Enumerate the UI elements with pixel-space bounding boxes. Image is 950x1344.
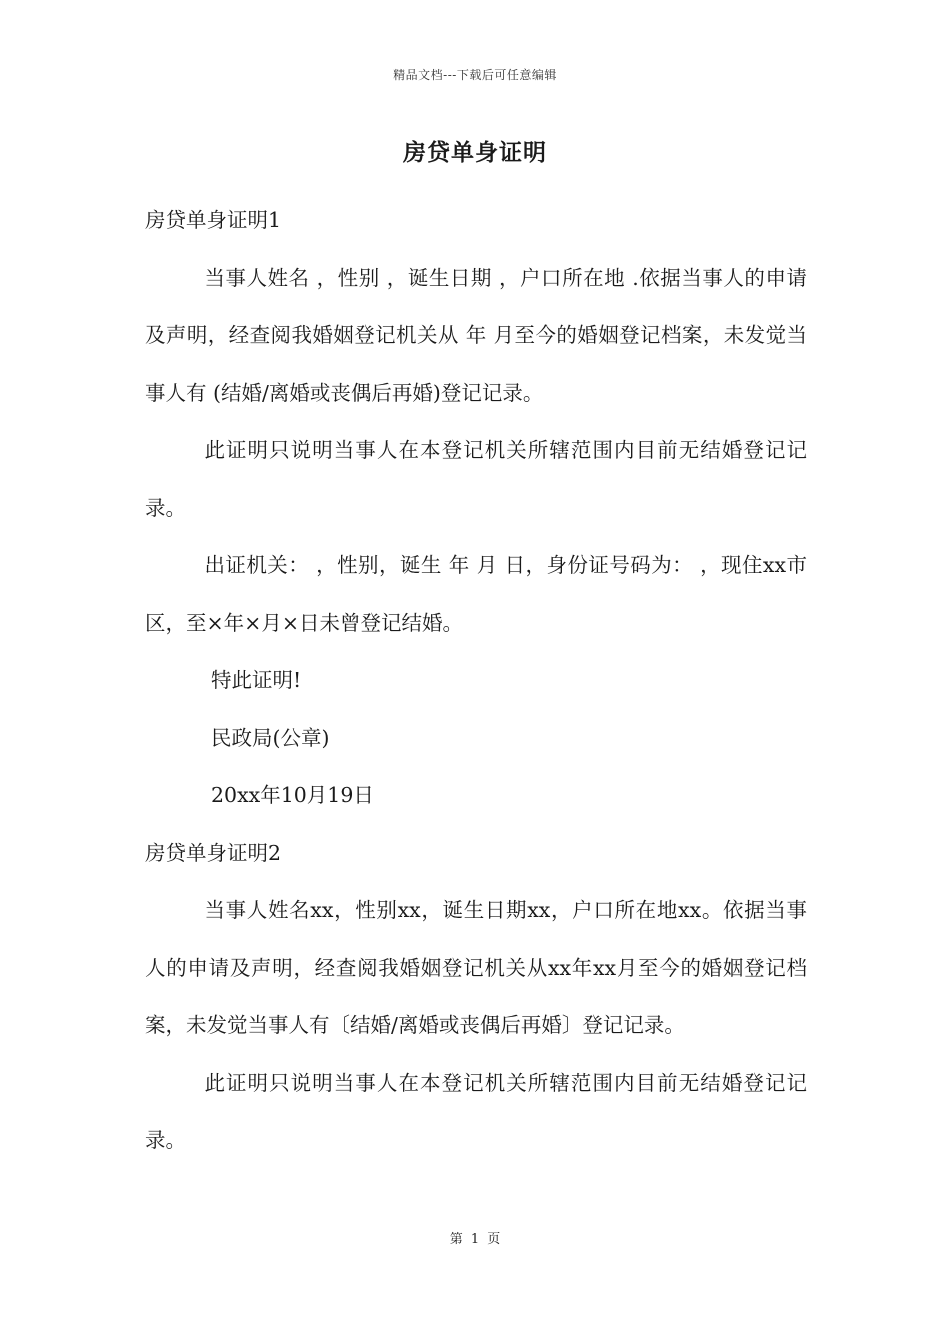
section-2-heading: 房贷单身证明2 xyxy=(145,840,282,865)
section-1-paragraph-3: 出证机关： ，性别，诞生 年 月 日，身份证号码为： ，现住xx市区，至×年×月×日未曾登记结婚。 xyxy=(145,553,807,635)
section-2-paragraph-2: 此证明只说明当事人在本登记机关所辖范围内目前无结婚登记记录。 xyxy=(145,1070,807,1152)
section-2-paragraph-1: 当事人姓名xx，性别xx，诞生日期xx，户口所在地xx。依据当事人的申请及声明，经查阅我婚姻登记机关从xx年xx月至今的婚姻登记档案，未发觉当事人有〔结婚/离婚或丧偶后再婚〕登记记录。 xyxy=(145,898,807,1037)
section-1-closing: 特此证明! xyxy=(211,668,302,692)
section-1-paragraph-2: 此证明只说明当事人在本登记机关所辖范围内目前无结婚登记记录。 xyxy=(145,438,807,520)
header-note: 精品文档---下载后可任意编辑 xyxy=(393,68,557,82)
page-number: 第 1 页 xyxy=(449,1232,501,1247)
section-1-issuer: 民政局(公章) xyxy=(211,725,330,750)
document-title: 房贷单身证明 xyxy=(403,139,547,166)
section-1-heading: 房贷单身证明1 xyxy=(145,208,282,232)
section-1-date: 20xx年10月19日 xyxy=(211,783,374,807)
section-1-paragraph-1: 当事人姓名 ，性别 ，诞生日期 ，户口所在地 .依据当事人的申请及声明，经查阅我婚姻登记机关从 年 月至今的婚姻登记档案，未发觉当事人有 (结婚/离婚或丧偶后再婚)登记记录。 xyxy=(145,265,807,405)
document-body xyxy=(145,192,807,1170)
